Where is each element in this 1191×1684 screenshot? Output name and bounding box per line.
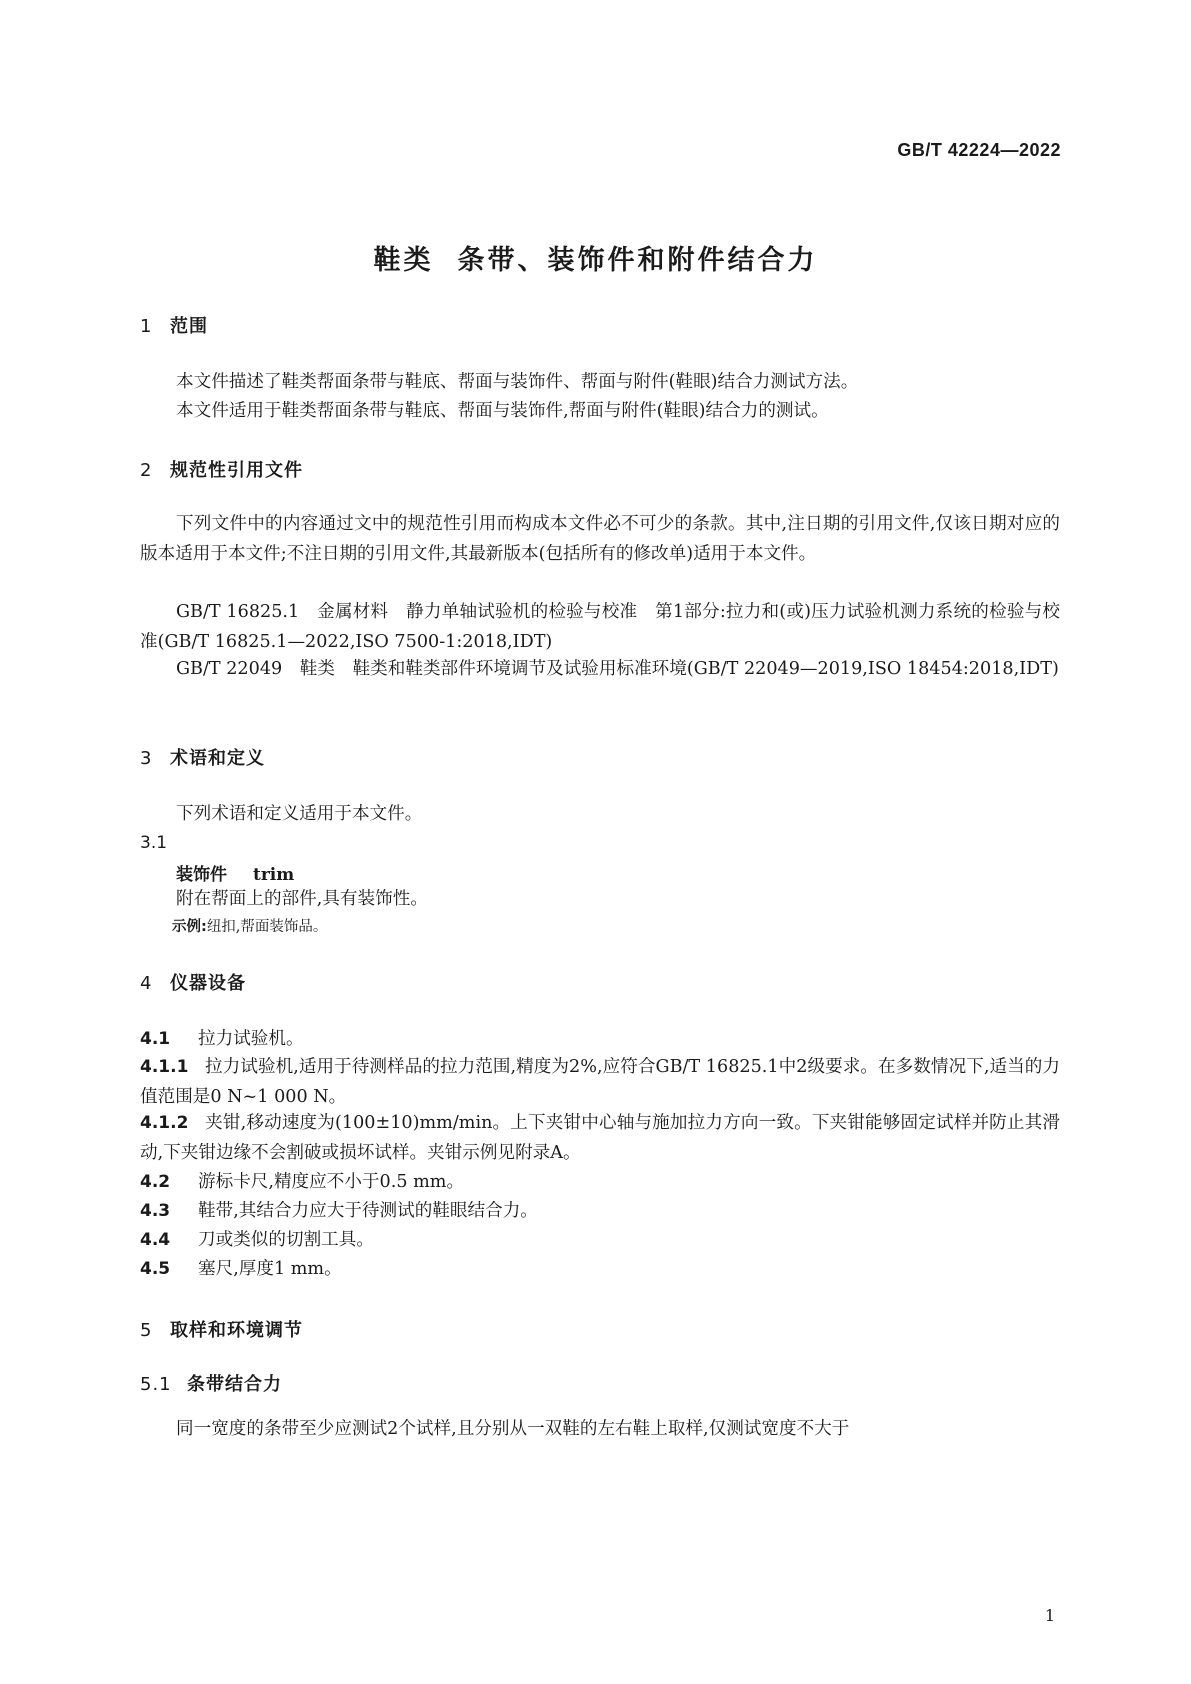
standard-number: GB/T 42224—2022 [897, 140, 1061, 160]
section-title: 术语和定义 [170, 748, 265, 769]
clause-4-5 [140, 1254, 1060, 1284]
clause-number: 4.5 [140, 1259, 171, 1279]
term-example [172, 915, 327, 936]
term-definition: 附在帮面上的部件,具有装饰性。 [176, 889, 428, 909]
document-title [0, 238, 1191, 277]
clause-number: 4.1.1 [140, 1057, 189, 1077]
section-title: 取样和环境调节 [170, 1320, 303, 1341]
subsection-title: 条带结合力 [187, 1374, 282, 1395]
section-3-heading [140, 744, 265, 770]
clause-4-4 [140, 1225, 1060, 1255]
title-part-2: 条带、装饰件和附件结合力 [457, 245, 818, 276]
clause-number: 4.4 [140, 1230, 171, 1250]
term-entry [176, 860, 294, 885]
reference-gb-t-16825-1: GB/T 16825.1 金属材料 静力单轴试验机的检验与校准 第1部分:拉力和(或)压力试验机测力系统的检验与校准(GB/T 16825.1—2022,ISO 7500-1:2018,IDT) [140, 602, 1060, 652]
clause-number: 4.1.2 [140, 1113, 189, 1133]
clause-text: 刀或类似的切割工具。 [198, 1230, 374, 1250]
clause-text: 拉力试验机。 [198, 1029, 304, 1049]
normative-references-intro: 下列文件中的内容通过文中的规范性引用而构成本文件必不可少的条款。其中,注日期的引用文件,仅该日期对应的版本适用于本文件;不注日期的引用文件,其最新版本(包括所有的修改单)适用于本文件。 [140, 514, 1060, 564]
term-english: trim [253, 865, 295, 885]
clause-text: 游标卡尺,精度应不小于0.5 mm。 [198, 1172, 465, 1192]
clause-number: 4.3 [140, 1201, 171, 1221]
section-number: 1 [140, 316, 153, 337]
clause-4-2 [140, 1167, 1060, 1197]
clause-4-3 [140, 1196, 1060, 1226]
section-number: 5 [140, 1320, 153, 1341]
subsection-5-1-heading [140, 1370, 282, 1396]
section-title: 仪器设备 [170, 973, 246, 994]
strap-paragraph: 同一宽度的条带至少应测试2个试样,且分别从一双鞋的左右鞋上取样,仅测试宽度不大于 [176, 1419, 850, 1439]
example-label: 示例: [172, 919, 207, 935]
section-number: 3 [140, 748, 153, 769]
clause-4-1 [140, 1024, 1060, 1054]
scope-paragraph-2: 本文件适用于鞋类帮面条带与鞋底、帮面与装饰件,帮面与附件(鞋眼)结合力的测试。 [176, 401, 829, 421]
clause-text: 拉力试验机,适用于待测样品的拉力范围,精度为2%,应符合GB/T 16825.1中2级要求。在多数情况下,适当的力值范围是0 N~1 000 N。 [140, 1057, 1060, 1107]
clause-text: 塞尺,厚度1 mm。 [198, 1259, 342, 1279]
clause-4-1-2 [140, 1108, 1060, 1168]
section-1-heading [140, 312, 208, 338]
example-text: 纽扣,帮面装饰品。 [206, 919, 328, 935]
clause-text: 夹钳,移动速度为(100±10)mm/min。上下夹钳中心轴与施加拉力方向一致。下夹钳能够固定试样并防止其滑动,下夹钳边缘不会割破或损坏试样。夹钳示例见附录A。 [140, 1113, 1060, 1163]
section-4-heading [140, 969, 246, 995]
title-part-1: 鞋类 [373, 245, 434, 276]
section-number: 4 [140, 973, 153, 994]
section-number: 2 [140, 460, 153, 481]
clause-4-1-1 [140, 1052, 1060, 1112]
clause-text: 鞋带,其结合力应大于待测试的鞋眼结合力。 [198, 1201, 538, 1221]
terms-intro: 下列术语和定义适用于本文件。 [176, 804, 423, 824]
section-5-heading [140, 1316, 303, 1342]
section-2-heading [140, 456, 303, 482]
subsection-number: 5.1 [140, 1374, 172, 1395]
term-number: 3.1 [140, 833, 168, 853]
clause-number: 4.2 [140, 1172, 171, 1192]
page-number: 1 [1044, 1606, 1055, 1625]
reference-gb-t-22049: GB/T 22049 鞋类 鞋类和鞋类部件环境调节及试验用标准环境(GB/T 22049—2019,ISO 18454:2018,IDT) [176, 659, 1059, 679]
clause-number: 4.1 [140, 1029, 171, 1049]
term-chinese: 装饰件 [176, 865, 227, 885]
scope-paragraph-1: 本文件描述了鞋类帮面条带与鞋底、帮面与装饰件、帮面与附件(鞋眼)结合力测试方法。 [176, 372, 859, 392]
section-title: 范围 [170, 316, 208, 337]
section-title: 规范性引用文件 [170, 460, 303, 481]
